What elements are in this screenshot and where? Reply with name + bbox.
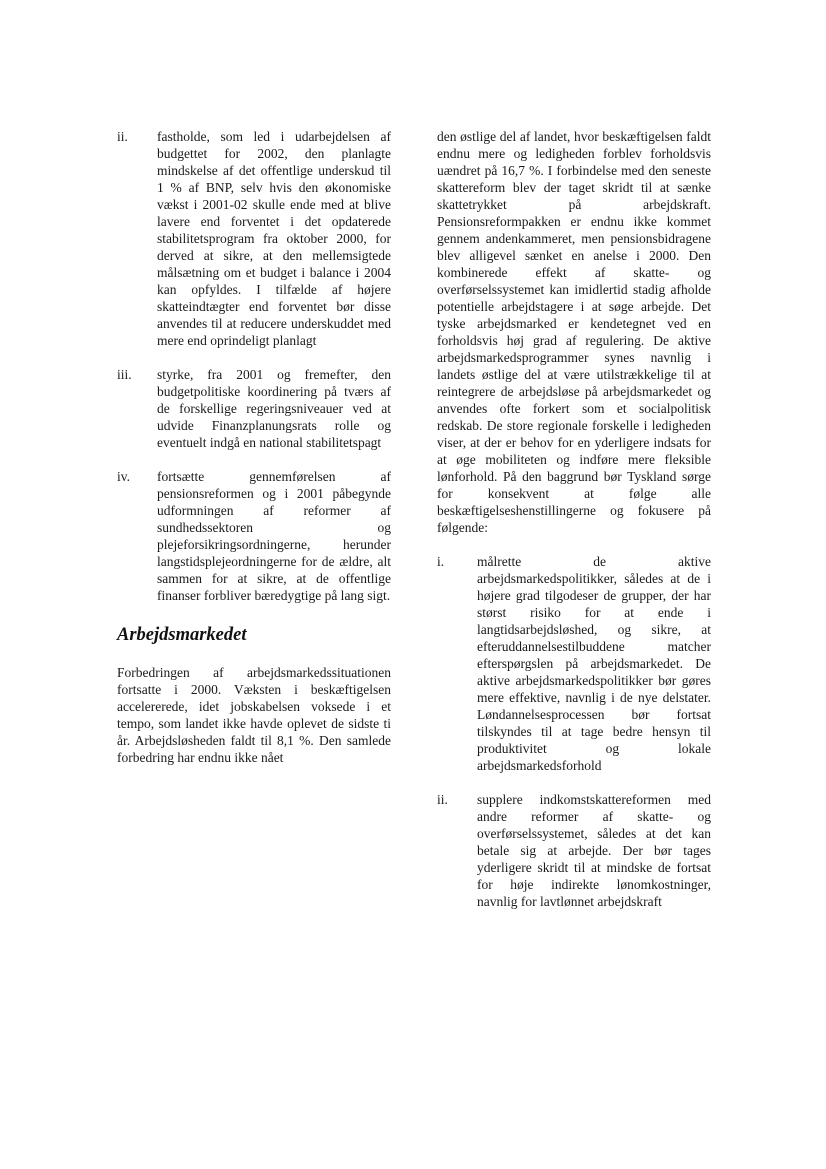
list-item-number: iv. (117, 469, 130, 484)
list-item (117, 366, 391, 451)
list-item (117, 468, 391, 604)
body-paragraph: Forbedringen af arbejdsmarkedssituationen fortsatte i 2000. Væksten i beskæftigelsen accelererede, idet jobskabelsen voksede i et tempo, som landet ikke havde oplevet de sidste ti år. Arbejdsløsheden faldt til 8,1 %. Den samlede forbedring har endnu ikke nået (117, 665, 391, 765)
list-item (437, 553, 711, 774)
list-item (437, 791, 711, 910)
section-heading: Arbejdsmarkedet (117, 625, 247, 645)
list-item-number: i. (437, 554, 445, 569)
list-item (117, 128, 391, 349)
list-item-text: fortsætte gennemførelsen af pensionsreformen og i 2001 påbegynde udformningen af reformer af sundhedssektoren og plejeforsikringsordningerne, herunder langstidsplejeordningerne for de ældre, alt sammen for at sikre, at de offentlige finanser forbliver bæredygtige på lang sigt. (157, 469, 391, 603)
list-item-text: fastholde, som led i udarbejdelsen af budgettet for 2002, den planlagte mindskelse af det offentlige underskud til 1 % af BNP, selv hvis den økonomiske vækst i 2001-02 skulle ende med at blive lavere end forventet i det opdaterede stabilitetsprogram fra oktober 2000, for derved at sikre, at den mellemsigtede målsætning om et budget i balance i 2004 kan opfyldes. I tilfælde af højere skatteindtægter end forventet bør disse anvendes til at reducere underskuddet med mere end oprindeligt planlagt (157, 129, 391, 348)
list-item-number: ii. (117, 129, 128, 144)
right-column (437, 128, 711, 927)
left-column (117, 128, 391, 783)
list-item-text: styrke, fra 2001 og fremefter, den budgetpolitiske koordinering på tværs af de forskellige regeringsniveauer ved at udvide Finanzplanungsrats rolle og eventuelt indgå en national stabilitetspagt (157, 367, 391, 450)
list-item-text: supplere indkomstskattereformen med andre reformer af skatte- og overførselssystemet, således at det kan betale sig at arbejde. Der bør tages yderligere skridt til at mindske de fortsat for høje indirekte lønomkostninger, navnlig for lavtlønnet arbejdskraft (477, 792, 711, 909)
list-item-text: målrette de aktive arbejdsmarkedspolitikker, således at de i højere grad tilgodeser de grupper, der har størst risiko for at ende i langtidsarbejdsløshed, og sikre, at efteruddannelsestilbuddene matcher efterspørgslen på arbejdsmarkedet. De aktive arbejdsmarkedspolitikker bør gøres mere effektive, navnlig i de nye delstater. Løndannelsesprocessen bør fortsat tilskyndes til at tage bedre hensyn til produktivitet og lokale arbejdsmarkedsforhold (477, 554, 711, 773)
list-item-number: ii. (437, 792, 448, 807)
list-item-number: iii. (117, 367, 132, 382)
body-paragraph: den østlige del af landet, hvor beskæftigelsen faldt endnu mere og ledigheden forblev forholdsvis uændret på 16,7 %. I forbindelse med den seneste skattereform blev der taget skridt til at sænke skattetrykket på arbejdskraft. Pensionsreformpakken er endnu ikke kommet gennem andenkammeret, men pensionsbidragene blev alligevel sænket en anelse i 2000. Den kombinerede effekt af skatte- og overførselssystemet kan imidlertid stadig afholde potentielle arbejdstagere i at søge arbejde. Det tyske arbejdsmarked er kendetegnet ved en forholdsvis høj grad af regulering. De aktive arbejdsmarkedsprogrammer synes navnlig i landets østlige del at være utilstrækkelige til at reintegrere de arbejdsløse på arbejdsmarkedet og anvendes ofte forkert som et socialpolitisk redskab. De store regionale forskelle i ledigheden viser, at der er behov for en yderligere indsats for at øge mobiliteten og indføre mere fleksible lønforhold. På den baggrund bør Tyskland sørge for konsekvent at følge alle beskæftigelseshenstillingerne og fokusere på følgende: (437, 129, 711, 535)
